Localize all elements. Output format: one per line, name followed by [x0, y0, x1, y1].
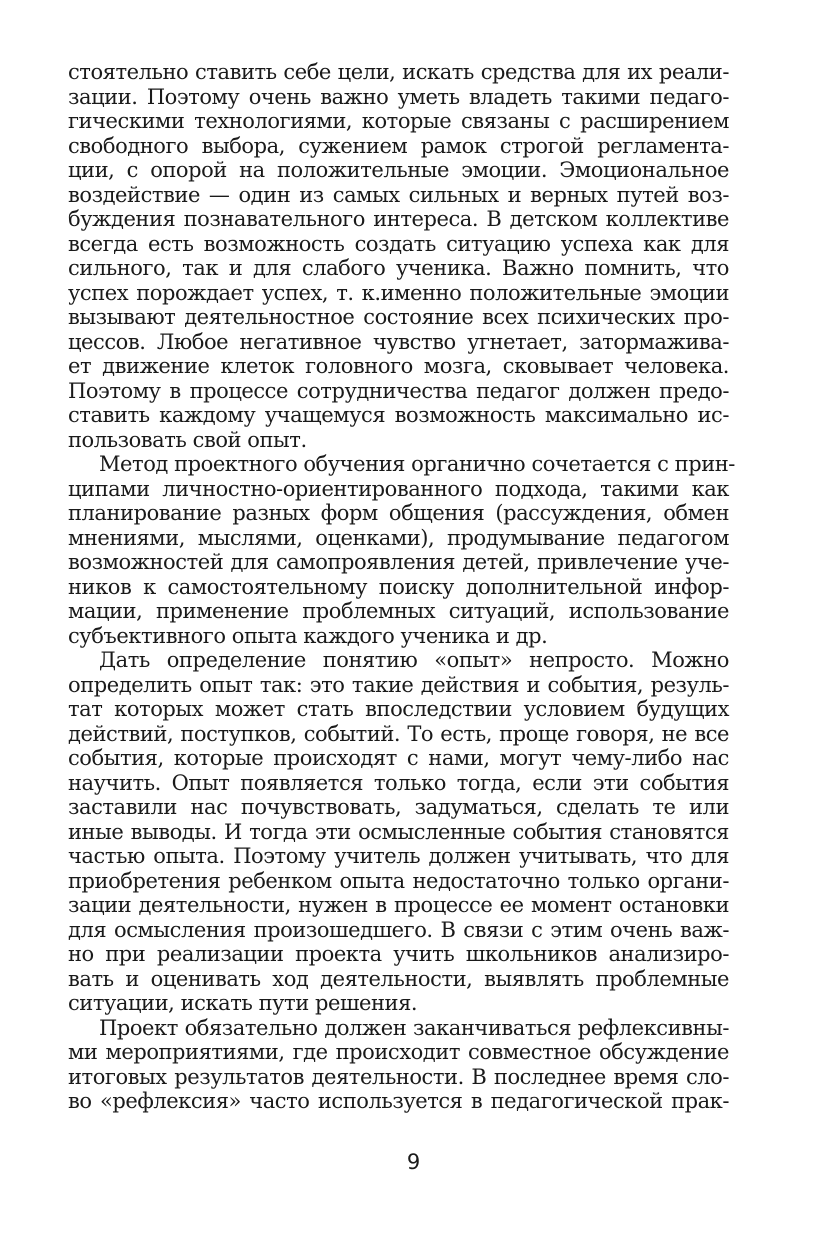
text-line: во «рефлексия» часто используется в педагогической прак-: [68, 1089, 729, 1113]
text-line: мации, применение проблемных ситуаций, использование: [68, 599, 729, 623]
text-line: ции, с опорой на положительные эмоции. Эмоциональное: [68, 158, 729, 182]
text-line: сильного, так и для слабого ученика. Важно помнить, что: [68, 256, 729, 280]
text-line: успех порождает успех, т. к.именно положительные эмоции: [68, 280, 729, 305]
text-line: для осмысления произошедшего. В связи с этим очень важ-: [68, 917, 729, 942]
text-line: гическими технологиями, которые связаны с расширением: [68, 109, 729, 133]
text-line: Проект обязательно должен заканчиваться рефлексивны-: [99, 1015, 729, 1040]
text-line: ников к самостоятельному поиску дополнительной инфор-: [68, 574, 729, 599]
text-line: вать и оценивать ход деятельности, выявлять проблемные: [68, 966, 729, 991]
text-line: ципами личностно-ориентированного подхода, такими как: [68, 476, 729, 501]
text-line: заставили нас почувствовать, задуматься, сделать те или: [68, 795, 729, 819]
text-line: воздействие — один из самых сильных и верных путей воз-: [68, 182, 729, 207]
text-line: события, которые происходят с нами, могут чему-либо нас: [68, 746, 729, 770]
text-line: тат которых может стать впоследствии условием будущих: [68, 697, 729, 721]
text-line: ситуации, искать пути решения.: [68, 991, 418, 1015]
text-line: свободного выбора, сужением рамок строгой регламента-: [68, 133, 729, 158]
text-line: стоятельно ставить себе цели, искать средства для их реали-: [68, 60, 729, 84]
text-line: мнениями, мыслями, оценками), продумывание педагогом: [68, 525, 729, 550]
text-line: пользовать свой опыт.: [68, 427, 307, 452]
paragraph-3: [68, 648, 729, 1016]
text-line: ставить каждому учащемуся возможность максимально ис-: [68, 403, 729, 427]
page-body: [68, 60, 735, 1114]
text-line: всегда есть возможность создать ситуацию успеха как для: [68, 231, 729, 256]
text-line: буждения познавательного интереса. В детском коллективе: [68, 207, 729, 231]
text-line: определить опыт так: это такие действия и события, резуль-: [68, 672, 729, 697]
text-line: ми мероприятиями, где происходит совместное обсуждение: [68, 1040, 729, 1064]
paragraph-2: [68, 452, 735, 648]
text-line: приобретения ребенком опыта недостаточно только органи-: [68, 868, 729, 893]
text-line: зации. Поэтому очень важно уметь владеть такими педаго-: [68, 84, 729, 109]
text-line: вызывают деятельностное состояние всех психических про-: [68, 305, 729, 329]
text-line: но при реализации проекта учить школьников анализиро-: [68, 942, 729, 966]
text-line: частью опыта. Поэтому учитель должен учитывать, что для: [68, 844, 729, 868]
text-line: ет движение клеток головного мозга, сковывает человека.: [68, 354, 729, 378]
text-line: планирование разных форм общения (рассуждения, обмен: [68, 501, 729, 525]
page-number: 9: [406, 1150, 421, 1174]
text-line: иные выводы. И тогда эти осмысленные события становятся: [68, 819, 729, 844]
text-line: субъективного опыта каждого ученика и др.: [68, 623, 548, 648]
text-line: Поэтому в процессе сотрудничества педагог должен предо-: [68, 378, 729, 403]
text-line: Метод проектного обучения органично сочетается с прин-: [99, 452, 735, 476]
text-line: Дать определение понятию «опыт» непросто. Можно: [99, 648, 729, 672]
text-line: цессов. Любое негативное чувство угнетает, затормаживa-: [68, 329, 729, 354]
paragraph-4: [68, 1016, 729, 1114]
text-line: итоговых результатов деятельности. В последнее время сло-: [68, 1064, 729, 1089]
text-line: возможностей для самопроявления детей, привлечение уче-: [68, 550, 729, 574]
paragraph-1: [68, 60, 729, 452]
text-line: зации деятельности, нужен в процессе ее момент остановки: [68, 893, 729, 917]
text-line: научить. Опыт появляется только тогда, если эти события: [68, 770, 729, 795]
text-line: действий, поступков, событий. То есть, проще говоря, не все: [68, 721, 729, 746]
